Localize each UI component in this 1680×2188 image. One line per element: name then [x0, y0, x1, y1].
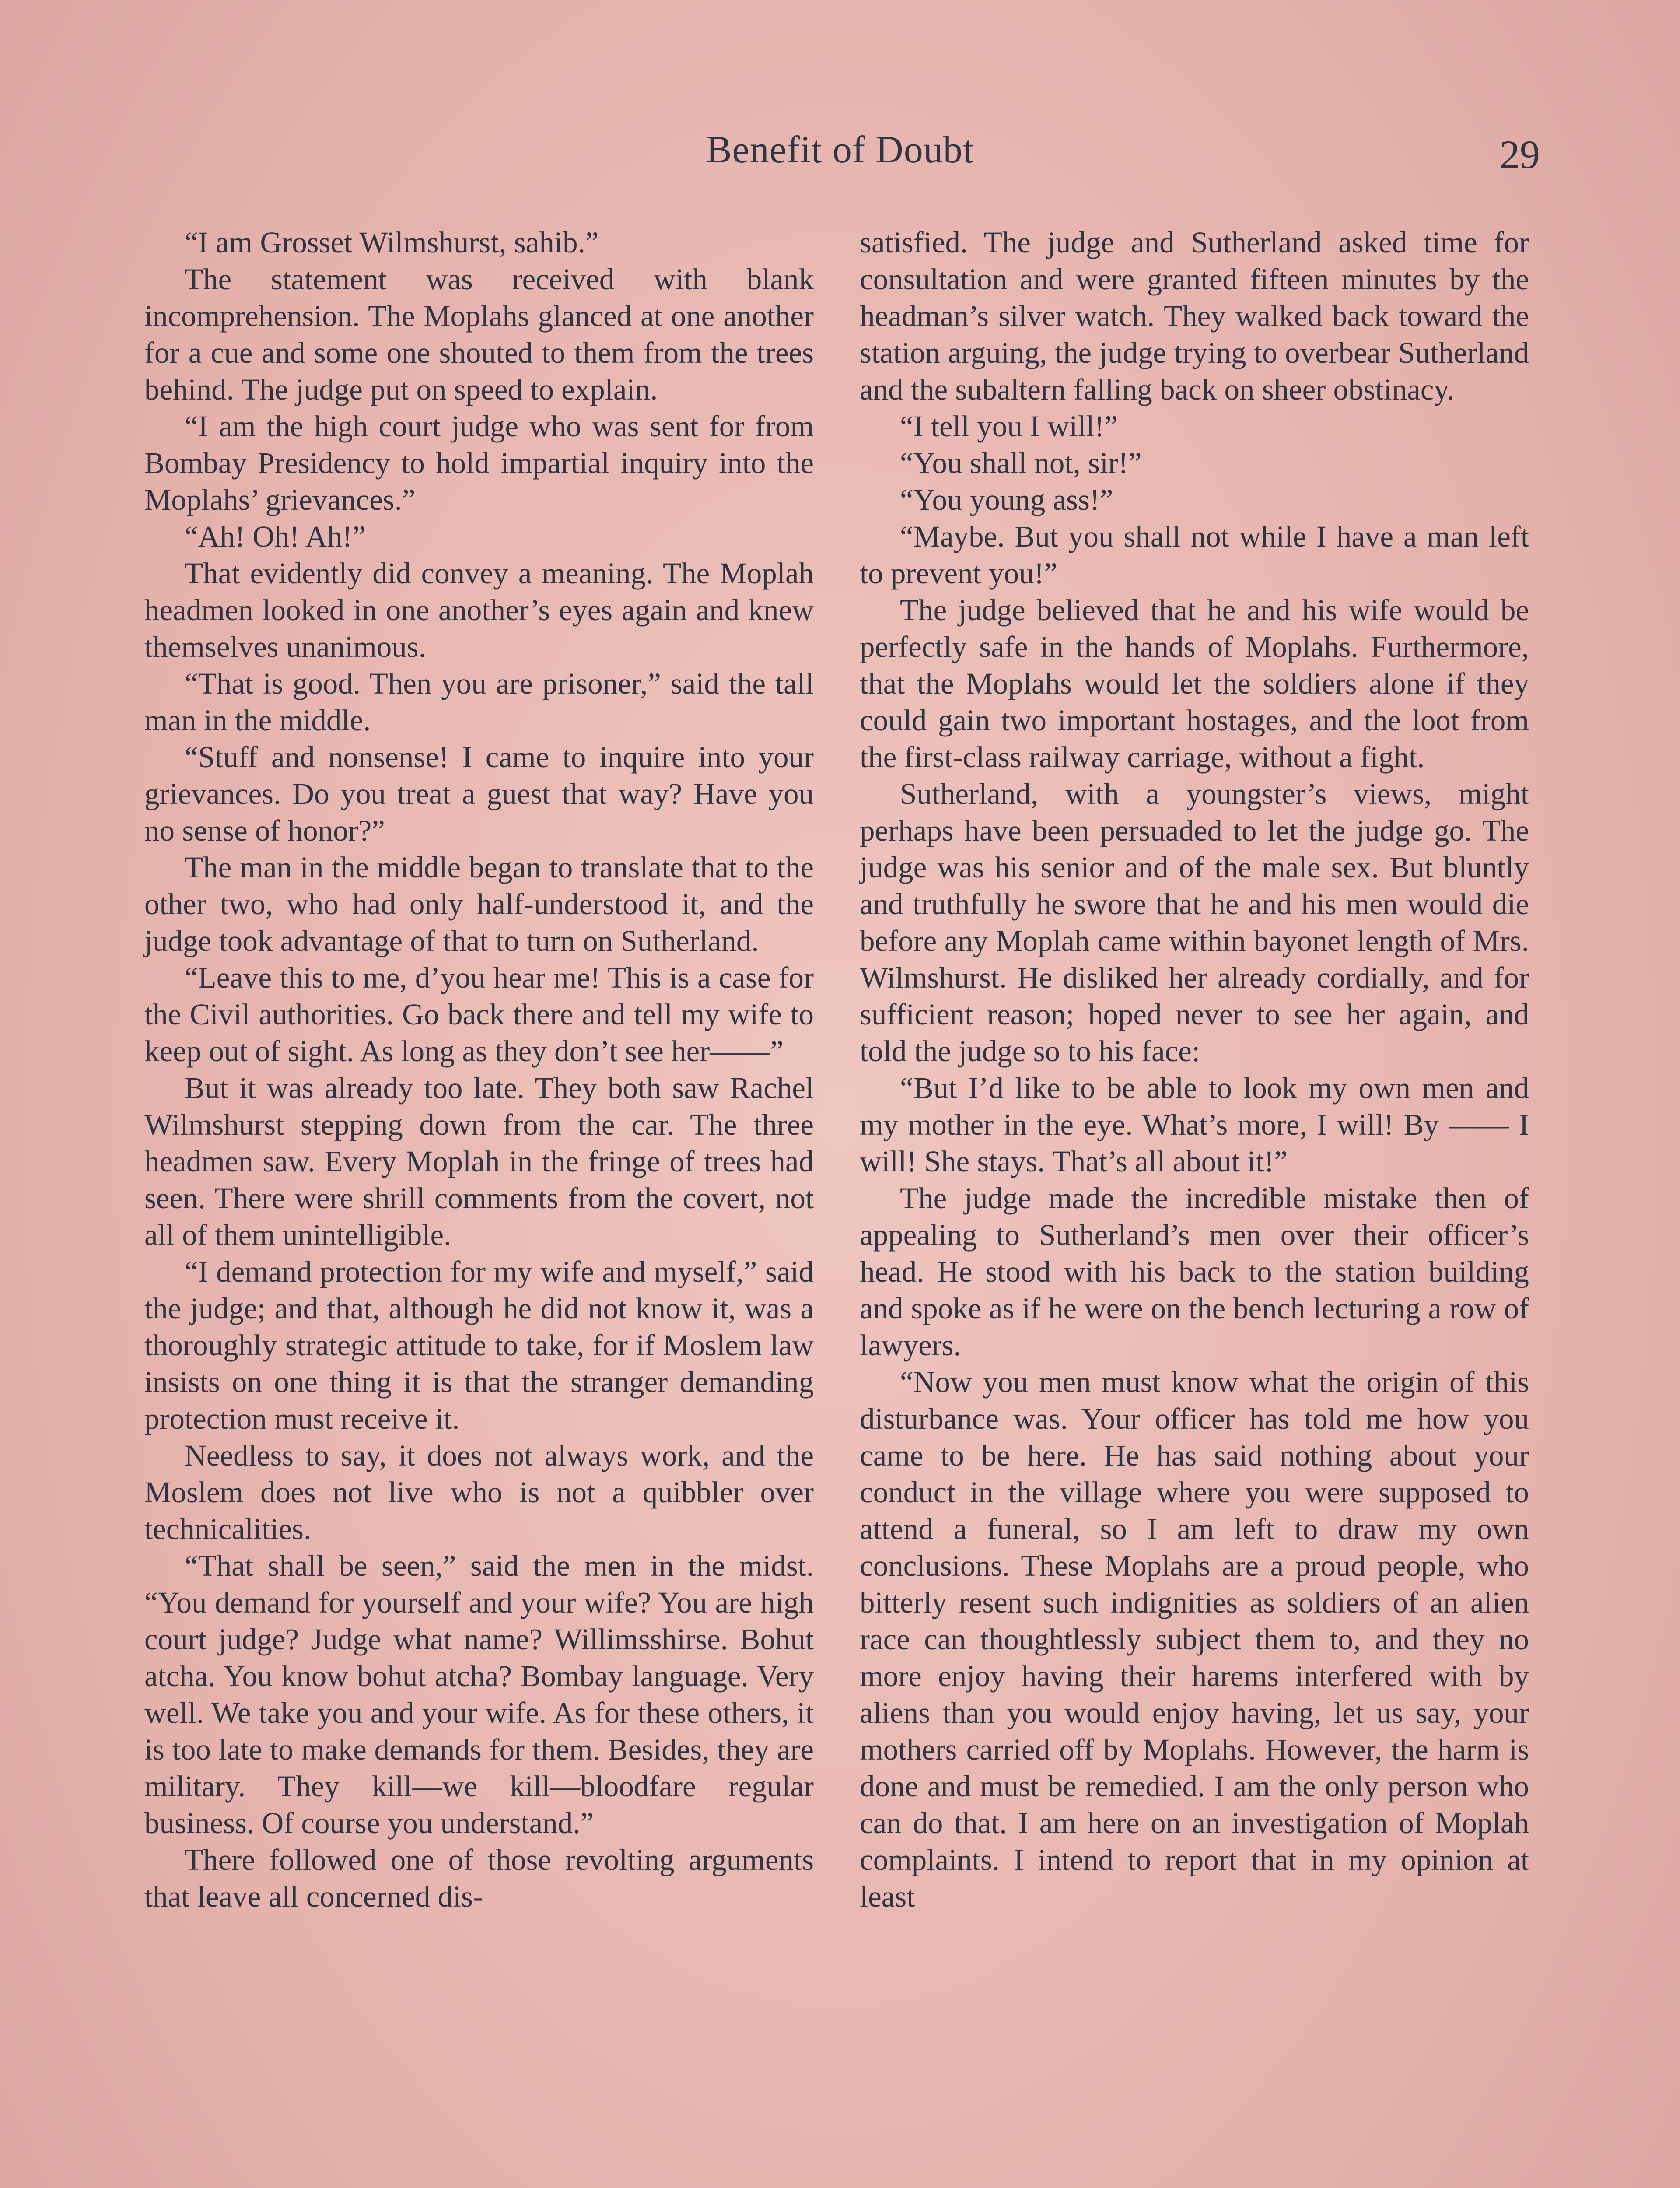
paragraph: “Maybe. But you shall not while I have a man left to prevent you!” — [860, 520, 1529, 590]
paragraph: satisfied. The judge and Sutherland asked time for consultation and were granted fifteen minutes by the headman’s silver watch. They walked back toward the station arguing, the judge trying to overbear Sutherland and the subaltern falling back on sheer obstinacy. — [860, 226, 1529, 406]
paragraph: The man in the middle began to translate that to the other two, who had only half-understood it, and the judge took advantage of that to turn on Sutherland. — [144, 851, 814, 957]
paragraph: Sutherland, with a youngster’s views, might perhaps have been persuaded to let the judge go. The judge was his senior and of the male sex. But bluntly and truthfully he swore that he and his men would die before any Moplah came within bayonet length of Mrs. Wilmshurst. He disliked her already cordially, and for sufficient reason; hoped never to see her again, and told the judge so to his face: — [860, 777, 1529, 1068]
paragraph: “You young ass!” — [900, 483, 1113, 516]
running-title: Benefit of Doubt — [706, 129, 974, 171]
paragraph: There followed one of those revolting arguments that leave all concerned dis- — [144, 1843, 814, 1913]
paragraph: “I demand protection for my wife and myself,” said the judge; and that, although he did not know it, was a thoroughly strategic attitude to take, for if Moslem law insists on one thing it is that the stranger demanding protection must receive it. — [144, 1255, 814, 1435]
paragraph: “Ah! Oh! Ah!” — [185, 520, 366, 553]
paragraph: “I tell you I will!” — [900, 410, 1118, 443]
paragraph: The judge believed that he and his wife would be perfectly safe in the hands of Moplahs. Furthermore, that the Moplahs would let the soldiers alone if they could gain two important hostages, and the loot from the first-class railway carriage, without a fight. — [860, 593, 1529, 774]
paragraph: “That is good. Then you are prisoner,” said the tall man in the middle. — [144, 667, 814, 737]
paragraph: “Stuff and nonsense! I came to inquire into your grievances. Do you treat a guest that way? Have you no sense of honor?” — [144, 740, 814, 847]
paragraph: “I am Grosset Wilmshurst, sahib.” — [185, 226, 599, 259]
paragraph: “I am the high court judge who was sent for from Bombay Presidency to hold impartial inquiry into the Moplahs’ grievances.” — [144, 410, 814, 516]
paragraph: That evidently did convey a meaning. The Moplah headmen looked in one another’s eyes again and knew themselves unanimous. — [144, 557, 814, 663]
paragraph: “Leave this to me, d’you hear me! This is a case for the Civil authorities. Go back there and tell my wife to keep out of sight. As long as they don’t see her——” — [144, 961, 814, 1068]
page-number: 29 — [1500, 132, 1540, 177]
left-column — [144, 224, 814, 1915]
paragraph: Needless to say, it does not always work, and the Moslem does not live who is not a quibbler over technicalities. — [144, 1439, 814, 1546]
paragraph: “Now you men must know what the origin of this disturbance was. Your officer has told me how you came to be here. He has said nothing about your conduct in the village where you were supposed to attend a funeral, so I am left to draw my own conclusions. These Moplahs are a proud people, who bitterly resent such indignities as soldiers of an alien race can thoughtlessly subject them to, and they no more enjoy having their harems interfered with by aliens than you would enjoy having, let us say, your mothers carried off by Moplahs. However, the harm is done and must be remedied. I am the only person who can do that. I am here on an investigation of Moplah complaints. I intend to report that in my opinion at least — [860, 1365, 1529, 1913]
paragraph: “But I’d like to be able to look my own men and my mother in the eye. What’s more, I will! By —— I will! She stays. That’s all about it!” — [860, 1071, 1529, 1178]
paragraph: “You shall not, sir!” — [900, 446, 1142, 480]
paragraph: The judge made the incredible mistake then of appealing to Sutherland’s men over their officer’s head. He stood with his back to the station building and spoke as if he were on the bench lecturing a row of lawyers. — [860, 1182, 1529, 1362]
paragraph: “That shall be seen,” said the men in the midst. “You demand for yourself and your wife? You are high court judge? Judge what name? Willimsshirse. Bohut atcha. You know bohut atcha? Bombay language. Very well. We take you and your wife. As for these others, it is too late to make demands for them. Besides, they are military. They kill—we kill—bloodfare regular business. Of course you understand.” — [144, 1549, 814, 1840]
paragraph: But it was already too late. They both saw Rachel Wilmshurst stepping down from the car. The three headmen saw. Every Moplah in the fringe of trees had seen. There were shrill comments from the covert, not all of them unintelligible. — [144, 1071, 814, 1252]
right-column — [860, 224, 1529, 1915]
paragraph: The statement was received with blank incomprehension. The Moplahs glanced at one another for a cue and some one shouted to them from the trees behind. The judge put on speed to explain. — [144, 263, 814, 406]
